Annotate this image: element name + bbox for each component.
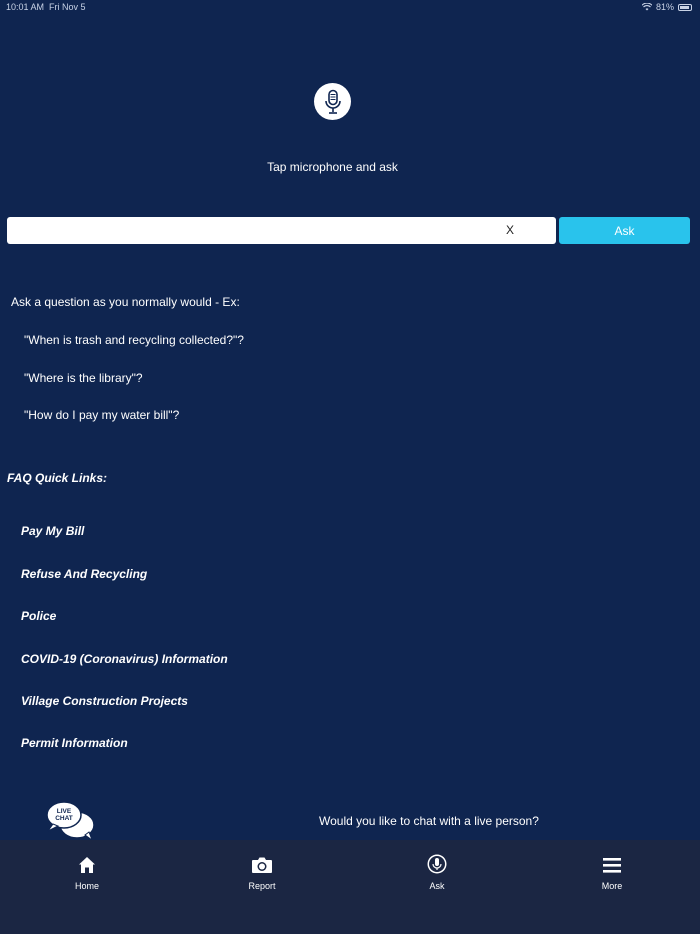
faq-link-covid[interactable]: COVID-19 (Coronavirus) Information [21,652,228,666]
example-question: "When is trash and recycling collected?"? [24,333,244,347]
ask-button[interactable]: Ask [559,217,690,244]
example-question: "Where is the library"? [24,371,143,385]
search-input[interactable] [7,217,556,244]
live-chat-icon-text: LIVE [56,808,72,815]
status-time-date [6,2,86,12]
clear-button[interactable]: X [505,223,514,237]
tab-more[interactable] [572,848,652,896]
faq-link-construction[interactable]: Village Construction Projects [21,694,188,708]
status-bar [0,0,700,14]
live-chat-prompt[interactable]: Would you like to chat with a live person? [319,814,539,828]
faq-link-police[interactable]: Police [21,609,57,623]
home-icon [78,848,96,874]
microphone-icon [427,848,447,874]
tab-label: Report [248,881,276,891]
faq-heading: FAQ Quick Links: [7,471,108,485]
live-chat-icon[interactable] [45,799,97,841]
microphone-button[interactable] [314,83,351,120]
tab-ask[interactable] [397,848,477,896]
live-chat-icon-text: CHAT [55,815,73,822]
faq-link-pay-my-bill[interactable]: Pay My Bill [21,524,85,538]
example-question: "How do I pay my water bill"? [24,408,180,422]
menu-icon [602,848,622,874]
search-box [7,217,556,244]
camera-icon [251,848,273,874]
battery-icon [678,4,692,11]
microphone-icon [323,89,343,115]
status-date: Fri Nov 5 [49,2,86,12]
faq-link-permit[interactable]: Permit Information [21,736,128,750]
tab-report[interactable] [222,848,302,896]
tab-label: Ask [429,881,445,891]
faq-link-refuse-recycling[interactable]: Refuse And Recycling [21,567,148,581]
tab-home[interactable] [47,848,127,896]
tab-label: Home [74,881,99,891]
tab-label: More [601,881,623,891]
hint-intro: Ask a question as you normally would - Ex: [11,295,240,309]
status-right [642,2,692,12]
status-time: 10:01 AM [6,2,45,12]
tab-bar [0,840,700,934]
microphone-prompt: Tap microphone and ask [267,160,398,174]
battery-percent: 81% [655,2,674,12]
wifi-icon [642,3,652,11]
